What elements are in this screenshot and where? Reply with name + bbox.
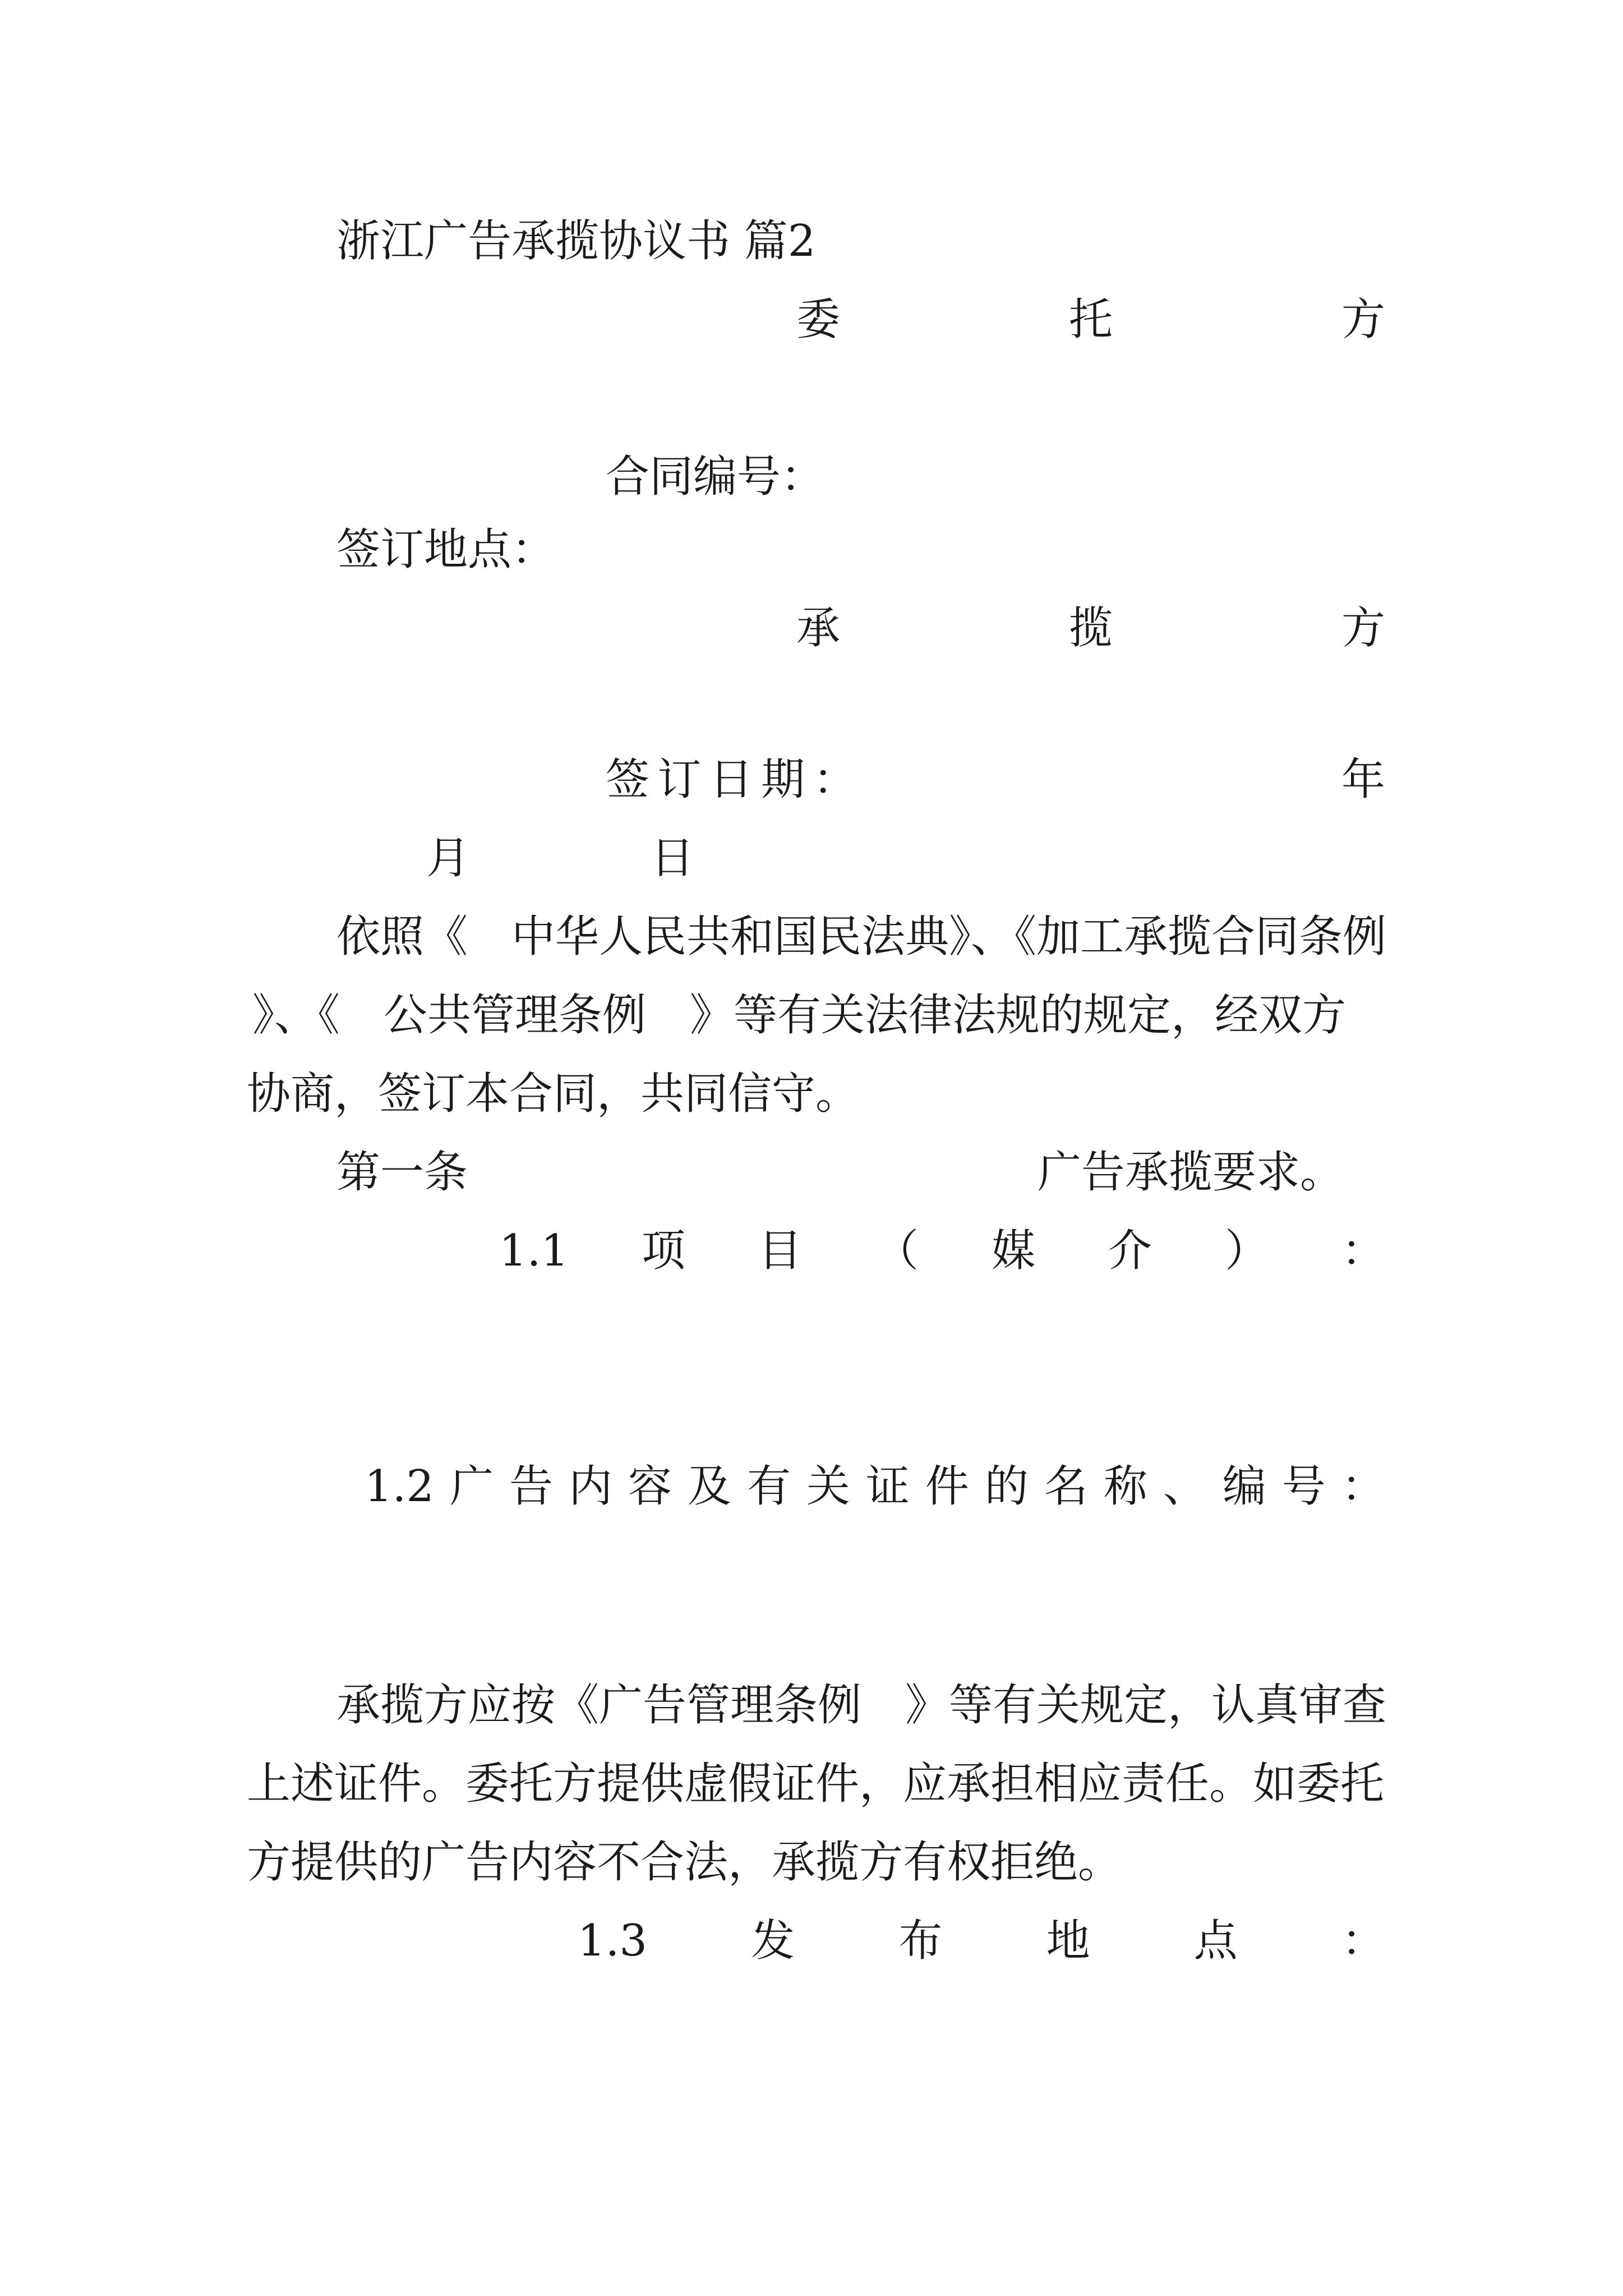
- item-1-1-char: ：: [1341, 1226, 1385, 1276]
- signing-date-row: [606, 752, 1385, 808]
- item-1-2-char: 的: [984, 1461, 1029, 1512]
- item-1-2-char: 、: [1163, 1461, 1207, 1512]
- item-1-2-char: 编: [1222, 1461, 1266, 1512]
- item-1-2-char: 内: [568, 1461, 612, 1512]
- item-1-2-char: ：: [1341, 1461, 1385, 1512]
- article1-label: 第一条: [336, 1147, 468, 1198]
- item-1-3-char: ：: [1341, 1916, 1385, 1966]
- review-line: 上述证件。委托方提供虚假证件，应承担相应责任。如委托: [247, 1759, 1385, 1809]
- party-client-row: [796, 292, 1385, 348]
- item-1-2-row: [365, 1458, 1385, 1515]
- item-1-3-char: 点: [1193, 1916, 1238, 1966]
- review-line: 承揽方应按《广告管理条例 》等有关规定，认真审查: [336, 1680, 1387, 1731]
- preamble-line: 依照《 中华人民共和国民法典》、《加工承揽合同条例: [336, 912, 1387, 962]
- party-contractor-char: 承: [796, 603, 841, 654]
- item-1-2-char: 证: [865, 1461, 910, 1512]
- item-1-3-char: 1.3: [578, 1916, 648, 1966]
- signing-place-label: 签订地点：: [336, 524, 556, 575]
- preamble-line: 》、《 公共管理条例 》等有关法律法规的规定，经双方: [252, 990, 1347, 1041]
- item-1-1-char: ）: [1224, 1226, 1269, 1276]
- item-1-2-char: 名: [1044, 1461, 1088, 1512]
- party-client-char: 委: [796, 295, 841, 345]
- signing-date-char: 签: [606, 754, 650, 805]
- item-1-1-char: 1.1: [499, 1226, 569, 1276]
- item-1-1-char: 项: [642, 1226, 686, 1276]
- item-1-3-char: 发: [751, 1916, 795, 1966]
- item-1-2-char: 件: [925, 1461, 969, 1512]
- review-line: 方提供的广告内容不合法，承揽方有权拒绝。: [247, 1837, 1122, 1888]
- item-1-2-char: 及: [687, 1461, 731, 1512]
- signing-date-char: 日: [709, 754, 753, 805]
- signing-date-char: 订: [657, 754, 702, 805]
- item-1-2-char: 广: [450, 1461, 494, 1512]
- party-contractor-row: [796, 600, 1385, 656]
- signing-date-char: 期: [761, 754, 805, 805]
- signing-date-char: 年: [1341, 754, 1385, 805]
- party-contractor-char: 揽: [1068, 603, 1113, 654]
- document-heading: 浙江广告承揽协议书 篇2: [336, 216, 816, 266]
- item-1-2-char: 称: [1103, 1461, 1147, 1512]
- item-1-3-row: [578, 1913, 1385, 1969]
- item-1-2-char: 有: [746, 1461, 791, 1512]
- item-1-1-char: 目: [758, 1226, 803, 1276]
- signing-date-char: ：: [813, 754, 857, 805]
- item-1-1-char: 媒: [991, 1226, 1035, 1276]
- date-day: 日: [651, 833, 695, 884]
- party-contractor-char: 方: [1341, 603, 1385, 654]
- article1-title: 广告承揽要求。: [1038, 1147, 1344, 1198]
- item-1-1-char: 介: [1108, 1226, 1152, 1276]
- party-client-char: 方: [1341, 295, 1385, 345]
- item-1-1-row: [499, 1223, 1385, 1279]
- item-1-2-char: 关: [806, 1461, 850, 1512]
- item-1-3-char: 布: [898, 1916, 943, 1966]
- item-1-2-char: 号: [1281, 1461, 1326, 1512]
- contract-number-label: 合同编号：: [606, 452, 825, 502]
- item-1-2-char: 1.2: [365, 1461, 435, 1512]
- item-1-3-char: 地: [1046, 1916, 1090, 1966]
- date-month: 月: [426, 833, 471, 884]
- item-1-1-char: （: [874, 1226, 919, 1276]
- item-1-2-char: 容: [628, 1461, 672, 1512]
- preamble-line: 协商，签订本合同，共同信守。: [247, 1069, 860, 1119]
- party-client-char: 托: [1068, 295, 1113, 345]
- item-1-2-char: 告: [509, 1461, 554, 1512]
